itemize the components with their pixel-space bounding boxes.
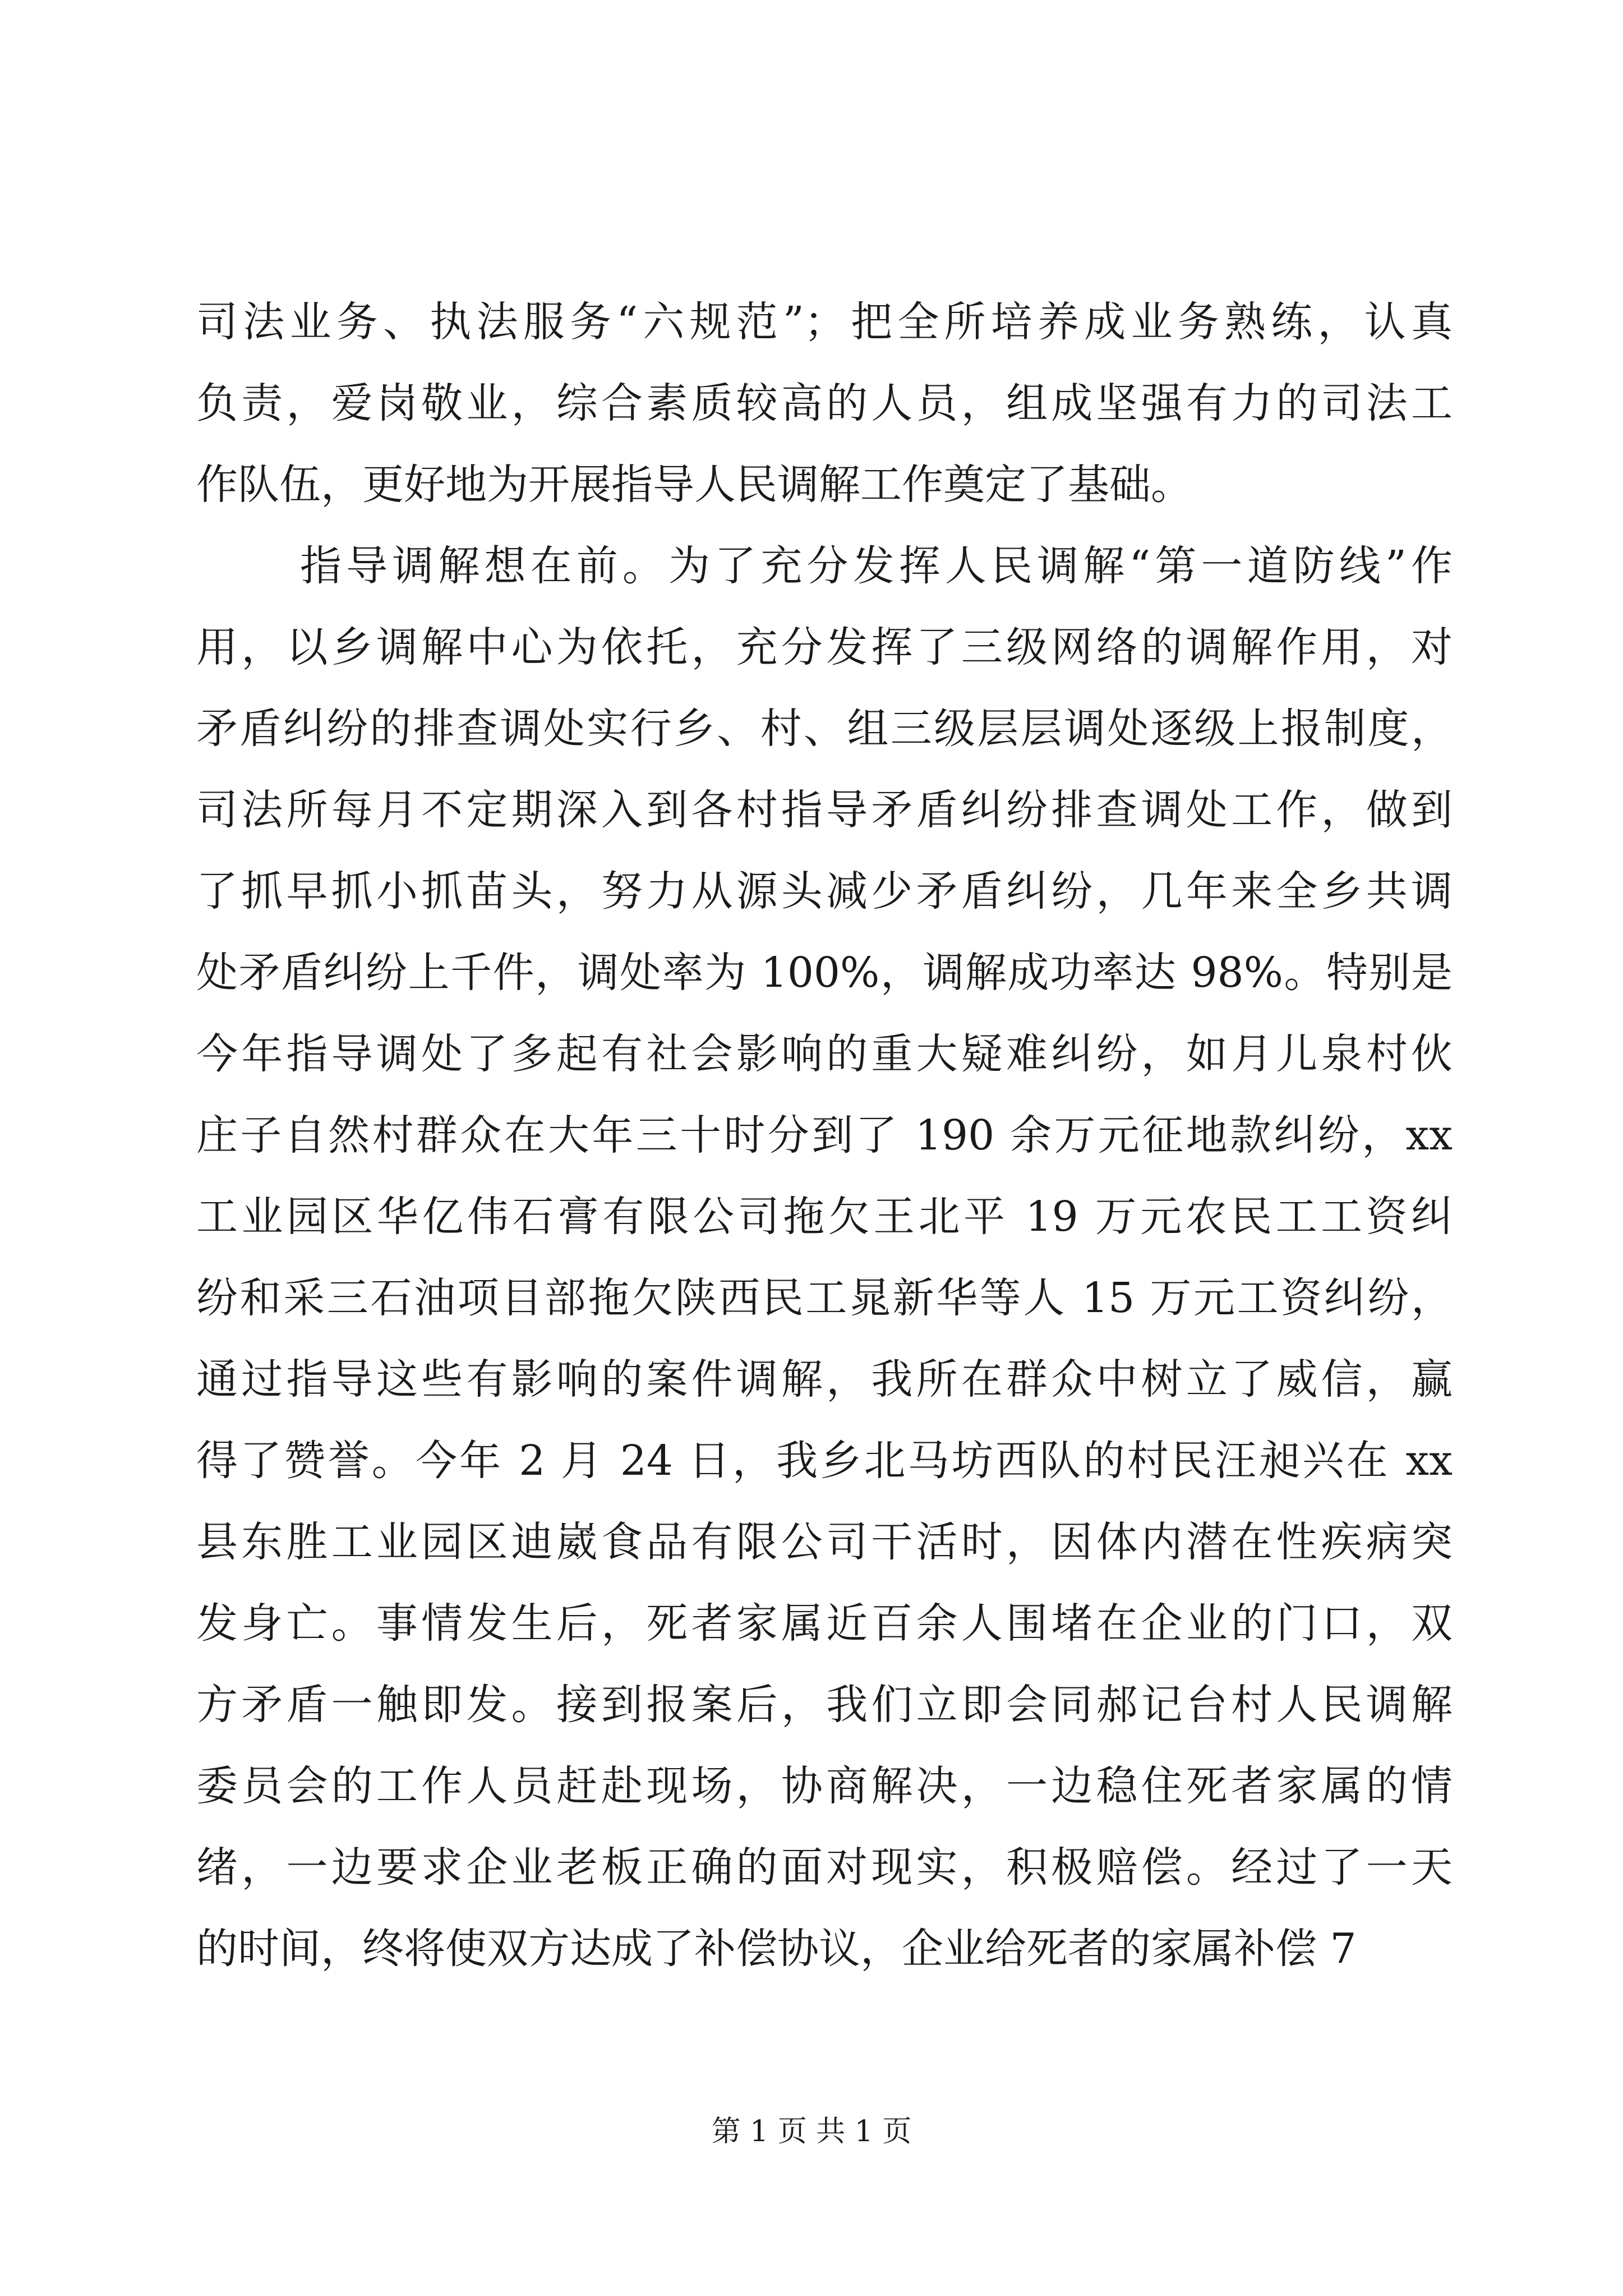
text-line: 的时间，终将使双方达成了补偿协议，企业给死者的家属补偿 7 <box>196 1925 1357 1973</box>
text-line: 司法所每月不定期深入到各村指导矛盾纠纷排查调处工作，做到 <box>196 786 1453 834</box>
text-line: 作队伍，更好地为开展指导人民调解工作奠定了基础。 <box>196 461 1192 509</box>
text-line: 纷和采三石油项目部拖欠陕西民工晁新华等人 15 万元工资纠纷， <box>196 1274 1453 1322</box>
text-line: 司法业务、执法服务“六规范”；把全所培养成业务熟练，认真 <box>196 298 1453 346</box>
text-line: 今年指导调处了多起有社会影响的重大疑难纠纷，如月儿泉村伙 <box>196 1030 1453 1078</box>
text-line: 得了赞誉。今年 2 月 24 日，我乡北马坊西队的村民汪昶兴在 xx <box>196 1437 1453 1485</box>
page-number: 第 1 页 共 1 页 <box>711 2115 912 2148</box>
text-line: 了抓早抓小抓苗头，努力从源头减少矛盾纠纷，几年来全乡共调 <box>196 867 1453 915</box>
text-line: 庄子自然村群众在大年三十时分到了 190 余万元征地款纠纷，xx <box>196 1111 1453 1159</box>
text-line: 发身亡。事情发生后，死者家属近百余人围堵在企业的门口，双 <box>196 1599 1453 1648</box>
text-line: 方矛盾一触即发。接到报案后，我们立即会同郝记台村人民调解 <box>196 1681 1453 1729</box>
text-line: 工业园区华亿伟石膏有限公司拖欠王北平 19 万元农民工工资纠 <box>196 1193 1453 1241</box>
text-line: 负责，爱岗敬业，综合素质较高的人员，组成坚强有力的司法工 <box>196 379 1453 427</box>
text-line: 县东胜工业园区迪崴食品有限公司干活时，因体内潜在性疾病突 <box>196 1518 1453 1566</box>
text-line: 矛盾纠纷的排查调处实行乡、村、组三级层层调处逐级上报制度， <box>196 705 1453 753</box>
page-footer <box>0 2112 1623 2151</box>
text-line: 用，以乡调解中心为依托，充分发挥了三级网络的调解作用，对 <box>196 623 1453 671</box>
text-line: 委员会的工作人员赶赴现场，协商解决，一边稳住死者家属的情 <box>196 1762 1453 1810</box>
text-line: 通过指导这些有影响的案件调解，我所在群众中树立了威信，赢 <box>196 1355 1453 1404</box>
text-line: 绪，一边要求企业老板正确的面对现实，积极赔偿。经过了一天 <box>196 1843 1453 1892</box>
text-line: 处矛盾纠纷上千件，调处率为 100%，调解成功率达 98%。特别是 <box>196 949 1453 997</box>
body-text <box>196 282 1453 1990</box>
text-line: 指导调解想在前。为了充分发挥人民调解“第一道防线”作 <box>300 542 1453 590</box>
